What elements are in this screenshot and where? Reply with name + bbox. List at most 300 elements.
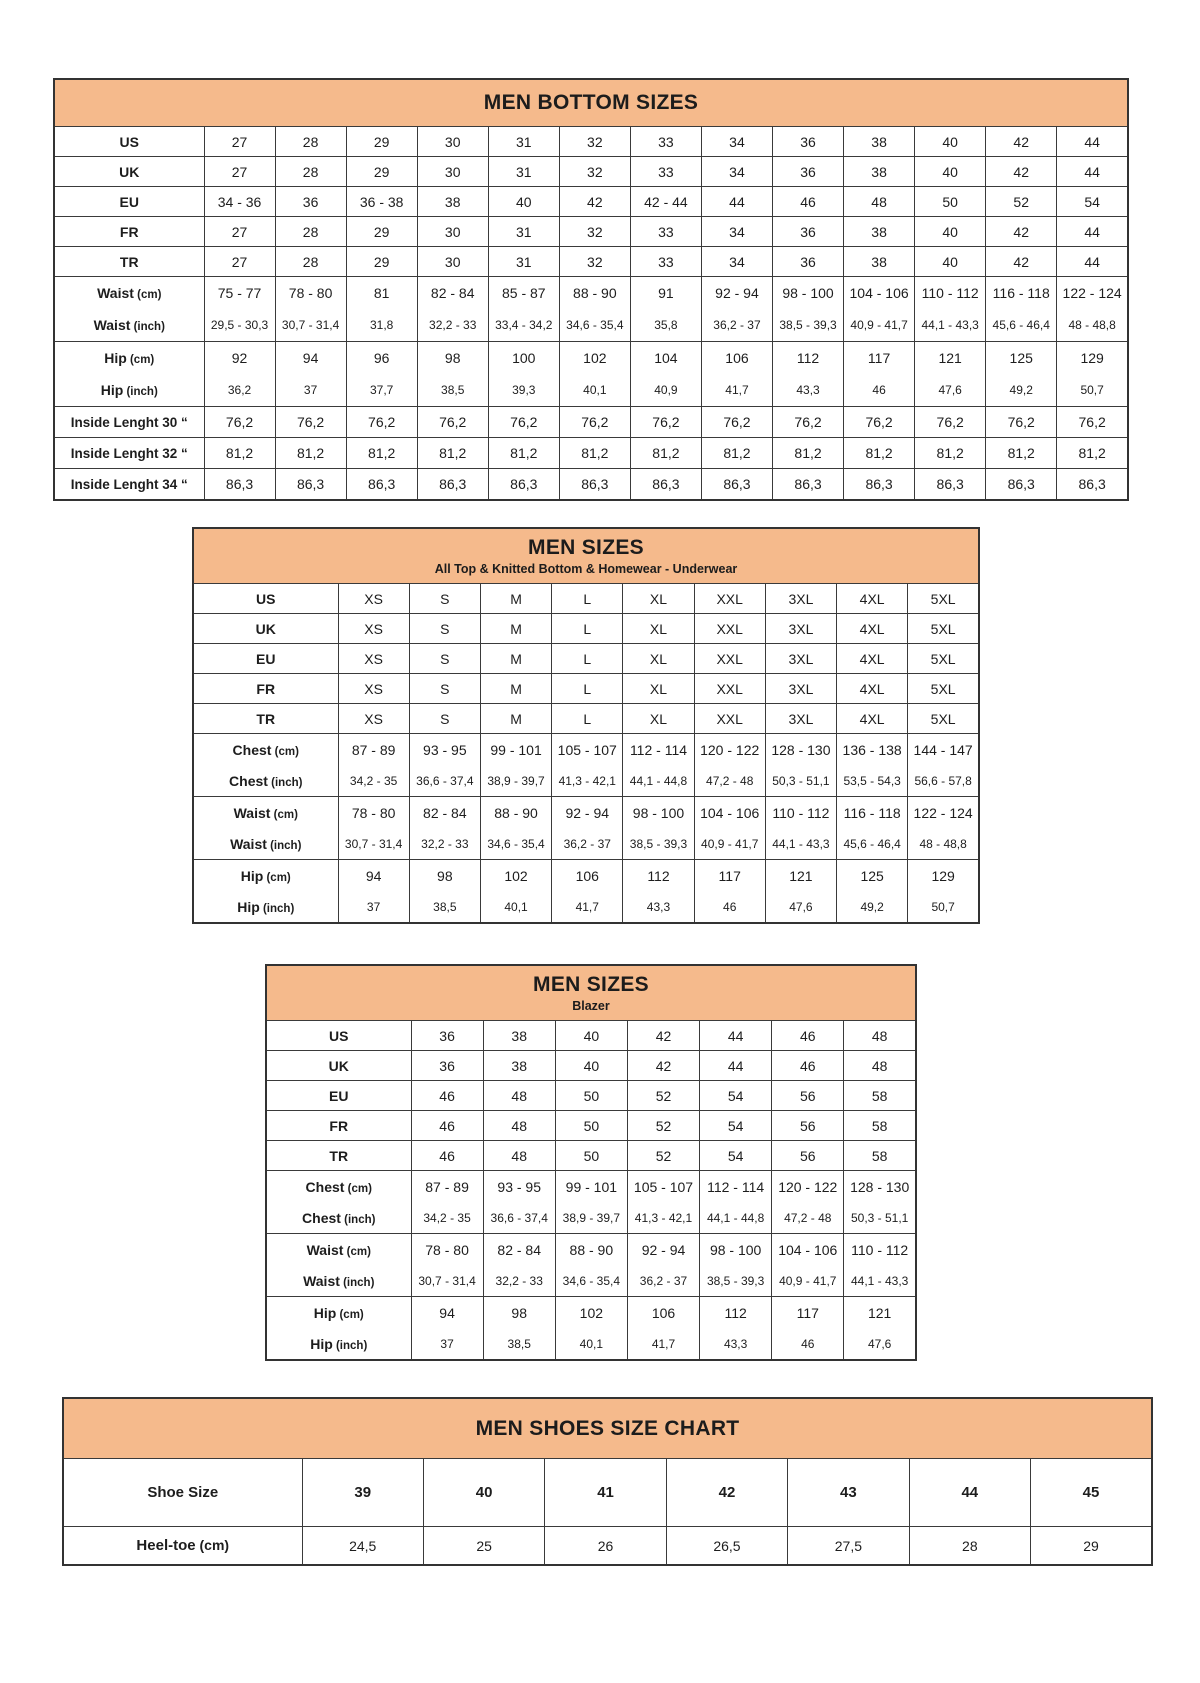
table-cell: 3XL — [765, 644, 836, 674]
table-cell: 42 — [986, 157, 1057, 187]
table-header-band — [63, 1398, 1152, 1459]
row-label-text: Hip — [310, 1335, 333, 1352]
row-label-unit: (cm) — [270, 808, 298, 821]
table-cell: 54 — [700, 1081, 772, 1111]
table-cell: 81,2 — [986, 438, 1057, 469]
table-cell: 117 — [694, 860, 765, 892]
table-cell: XL — [623, 644, 694, 674]
table-cell: 42 — [986, 127, 1057, 157]
table-row — [266, 1081, 916, 1111]
row-label-text: Waist — [306, 1241, 344, 1258]
table-row-group — [54, 277, 1128, 342]
table-cell: 31 — [488, 247, 559, 277]
table-cell: 78 - 80 — [411, 1234, 483, 1266]
row-label — [266, 1202, 411, 1234]
table-cell: 36 — [411, 1021, 483, 1051]
table-cell: 54 — [700, 1141, 772, 1171]
row-label — [266, 1328, 411, 1360]
table-cell: XL — [623, 614, 694, 644]
table-cell: 81,2 — [488, 438, 559, 469]
table-cell: 39,3 — [488, 374, 559, 407]
table-cell: XXL — [694, 674, 765, 704]
row-label — [54, 309, 204, 342]
table-cell: 44 — [1057, 217, 1128, 247]
table-row-group — [266, 1111, 916, 1141]
table-row-group — [266, 1081, 916, 1111]
table-cell: 40,1 — [480, 891, 551, 923]
table-row-group — [266, 1051, 916, 1081]
table-cell: 121 — [765, 860, 836, 892]
table-cell: 34,2 - 35 — [411, 1202, 483, 1234]
table-cell: 112 - 114 — [700, 1171, 772, 1203]
table-cell: 4XL — [837, 704, 908, 734]
table-cell: 44 — [909, 1459, 1030, 1527]
table-cell: S — [409, 644, 480, 674]
table-cell: 30 — [417, 127, 488, 157]
table-cell: 41,7 — [552, 891, 623, 923]
table-row — [266, 1111, 916, 1141]
table-cell: 36 — [773, 127, 844, 157]
table-cell: 26 — [545, 1527, 666, 1566]
table-cell: 4XL — [837, 644, 908, 674]
table-cell: 99 - 101 — [555, 1171, 627, 1203]
table-cell: 43,3 — [623, 891, 694, 923]
table-cell: 40 — [488, 187, 559, 217]
table-cell: 106 — [627, 1297, 699, 1329]
table-cell: 44,1 - 43,3 — [915, 309, 986, 342]
table-cell: 36 — [773, 217, 844, 247]
table-cell: 34,2 - 35 — [338, 765, 409, 797]
table-cell: 43,3 — [700, 1328, 772, 1360]
table-cell: 34,6 - 35,4 — [480, 828, 551, 860]
table-cell: 53,5 - 54,3 — [837, 765, 908, 797]
table-cell: 50,7 — [1057, 374, 1128, 407]
table-cell: 42 — [666, 1459, 787, 1527]
table-cell: 34 — [701, 247, 772, 277]
table-cell: 93 - 95 — [483, 1171, 555, 1203]
table-row-group — [193, 644, 979, 674]
table-cell: M — [480, 614, 551, 644]
table-cell: 48 - 48,8 — [908, 828, 979, 860]
table-row — [266, 1141, 916, 1171]
row-label — [193, 704, 338, 734]
row-label — [63, 1527, 302, 1566]
row-label-text: FR — [119, 223, 139, 240]
table-cell: 56 — [772, 1081, 844, 1111]
table-cell: 82 - 84 — [409, 797, 480, 829]
table-cell: 37 — [275, 374, 346, 407]
table-cell: 98 - 100 — [773, 277, 844, 310]
row-label — [266, 1297, 411, 1329]
table-row — [193, 614, 979, 644]
table-cell: 110 - 112 — [765, 797, 836, 829]
table-cell: 5XL — [908, 644, 979, 674]
table-cell: 48 — [844, 1051, 916, 1081]
table-row — [193, 765, 979, 797]
table-cell: 38 — [844, 247, 915, 277]
table-cell: 4XL — [837, 614, 908, 644]
row-label — [193, 860, 338, 892]
table-cell: 99 - 101 — [480, 734, 551, 766]
table-cell: 54 — [700, 1111, 772, 1141]
table-cell: 41,3 - 42,1 — [627, 1202, 699, 1234]
row-label-text: Chest — [232, 741, 272, 758]
table-cell: 50 — [555, 1081, 627, 1111]
table-cell: XS — [338, 614, 409, 644]
table-cell: 36 — [411, 1051, 483, 1081]
row-label — [266, 1141, 411, 1171]
row-label — [266, 1081, 411, 1111]
row-label — [193, 614, 338, 644]
table-title: MEN SHOES SIZE CHART — [475, 1416, 740, 1440]
table-cell: 75 - 77 — [204, 277, 275, 310]
table-row — [193, 860, 979, 892]
table-cell: 50 — [555, 1141, 627, 1171]
table-cell: 34 — [701, 157, 772, 187]
table-cell: 106 — [552, 860, 623, 892]
row-label — [266, 1021, 411, 1051]
table-cell: 54 — [1057, 187, 1128, 217]
table-cell: 129 — [908, 860, 979, 892]
table-cell: 38,5 - 39,3 — [623, 828, 694, 860]
table-cell: 32,2 - 33 — [483, 1265, 555, 1297]
table-cell: 94 — [338, 860, 409, 892]
table-cell: 40,9 — [630, 374, 701, 407]
table-cell: 30 — [417, 157, 488, 187]
table-cell: 41 — [545, 1459, 666, 1527]
table-cell: 48 — [483, 1081, 555, 1111]
men-bottom-sizes-table — [53, 78, 1129, 501]
table-cell: 38 — [844, 217, 915, 247]
table-cell: 29,5 - 30,3 — [204, 309, 275, 342]
table-row — [54, 157, 1128, 187]
row-label-unit: (inch) — [130, 321, 165, 333]
row-label-text: Waist — [233, 804, 271, 821]
table-cell: 41,3 - 42,1 — [552, 765, 623, 797]
table-row-group — [266, 1171, 916, 1234]
table-row-group — [193, 734, 979, 797]
table-row-group — [193, 860, 979, 924]
row-label — [54, 407, 204, 438]
row-label — [193, 891, 338, 923]
row-label-unit: (cm) — [133, 289, 162, 301]
table-cell: 112 — [700, 1297, 772, 1329]
table-cell: 76,2 — [417, 407, 488, 438]
row-label-unit: (inch) — [266, 839, 302, 852]
table-title-cell — [266, 965, 916, 1021]
table-cell: 36 — [275, 187, 346, 217]
table-row-group — [63, 1459, 1152, 1527]
table-cell: 136 - 138 — [837, 734, 908, 766]
table-cell: 32,2 - 33 — [409, 828, 480, 860]
table-cell: 98 — [417, 342, 488, 375]
table-cell: 25 — [423, 1527, 544, 1566]
row-label-text: TR — [256, 710, 276, 727]
table-cell: 38,5 — [409, 891, 480, 923]
row-label — [54, 217, 204, 247]
table-cell: 48 — [844, 1021, 916, 1051]
table-cell: 5XL — [908, 674, 979, 704]
table-row-group — [193, 674, 979, 704]
table-cell: 48 - 48,8 — [1057, 309, 1128, 342]
table-cell: 76,2 — [1057, 407, 1128, 438]
table-title-row — [63, 1398, 1152, 1459]
table-cell: 40,1 — [559, 374, 630, 407]
row-label-text: Chest — [229, 772, 268, 789]
table-cell: XL — [623, 704, 694, 734]
table-cell: 38,9 - 39,7 — [555, 1202, 627, 1234]
row-label — [54, 247, 204, 277]
row-label-text: EU — [119, 193, 139, 210]
table-row-group — [63, 1527, 1152, 1566]
table-cell: 41,7 — [627, 1328, 699, 1360]
table-cell: 26,5 — [666, 1527, 787, 1566]
row-label-text: EU — [256, 650, 276, 667]
table-cell: 38 — [844, 157, 915, 187]
row-label-unit: (inch) — [340, 1213, 376, 1226]
table-cell: 86,3 — [488, 469, 559, 501]
row-label-text: Hip — [313, 1304, 337, 1321]
table-cell: 56 — [772, 1111, 844, 1141]
table-cell: 85 - 87 — [488, 277, 559, 310]
table-cell: L — [552, 584, 623, 614]
row-label-unit: (cm) — [336, 1308, 364, 1321]
table-cell: 81,2 — [204, 438, 275, 469]
table-cell: 78 - 80 — [275, 277, 346, 310]
table-cell: 92 - 94 — [552, 797, 623, 829]
table-row — [266, 1328, 916, 1360]
table-cell: 40 — [555, 1021, 627, 1051]
table-cell: 42 - 44 — [630, 187, 701, 217]
table-cell: 129 — [1057, 342, 1128, 375]
table-cell: 37,7 — [346, 374, 417, 407]
table-cell: 121 — [915, 342, 986, 375]
table-cell: 81,2 — [844, 438, 915, 469]
table-cell: 94 — [411, 1297, 483, 1329]
table-row-group — [193, 584, 979, 614]
table-title: MEN BOTTOM SIZES — [483, 91, 699, 114]
table-cell: 46 — [844, 374, 915, 407]
table-row — [266, 1051, 916, 1081]
table-cell: L — [552, 674, 623, 704]
table-cell: 36 — [773, 157, 844, 187]
table-cell: 38,9 - 39,7 — [480, 765, 551, 797]
table-cell: 40 — [555, 1051, 627, 1081]
row-label-text: UK — [119, 163, 140, 180]
row-label-text: TR — [119, 253, 139, 270]
table-row — [54, 374, 1128, 407]
table-cell: 42 — [986, 247, 1057, 277]
table-cell: 117 — [772, 1297, 844, 1329]
table-cell: 76,2 — [204, 407, 275, 438]
table-cell: 47,6 — [765, 891, 836, 923]
table-cell: 91 — [630, 277, 701, 310]
table-cell: 76,2 — [844, 407, 915, 438]
table-cell: 42 — [986, 217, 1057, 247]
table-cell: 50,3 - 51,1 — [844, 1202, 916, 1234]
row-label — [54, 157, 204, 187]
table-row — [193, 704, 979, 734]
table-cell: 56 — [772, 1141, 844, 1171]
table-cell: 29 — [346, 217, 417, 247]
table-cell: 81,2 — [346, 438, 417, 469]
table-row — [54, 469, 1128, 501]
table-cell: 3XL — [765, 614, 836, 644]
table-cell: 102 — [480, 860, 551, 892]
table-cell: 30 — [417, 217, 488, 247]
row-label-text: Inside Lenght 34 “ — [70, 477, 188, 492]
row-label-unit: (cm) — [263, 871, 291, 884]
table-cell: 44 — [1057, 157, 1128, 187]
table-row-group — [193, 704, 979, 734]
table-row — [54, 438, 1128, 469]
table-cell: 27,5 — [788, 1527, 909, 1566]
table-row — [54, 187, 1128, 217]
table-cell: 104 — [630, 342, 701, 375]
table-cell: 39 — [302, 1459, 423, 1527]
table-cell: 28 — [275, 217, 346, 247]
table-cell: 40 — [423, 1459, 544, 1527]
row-label — [54, 374, 204, 407]
table-cell: 24,5 — [302, 1527, 423, 1566]
table-cell: 34 - 36 — [204, 187, 275, 217]
table-cell: 52 — [627, 1111, 699, 1141]
table-cell: 87 - 89 — [411, 1171, 483, 1203]
table-cell: 49,2 — [986, 374, 1057, 407]
row-label — [193, 644, 338, 674]
table-cell: 88 - 90 — [559, 277, 630, 310]
row-label — [266, 1234, 411, 1266]
table-row — [54, 407, 1128, 438]
table-row-group — [193, 614, 979, 644]
row-label-unit: (inch) — [259, 902, 295, 915]
table-cell: 88 - 90 — [480, 797, 551, 829]
table-cell: 76,2 — [346, 407, 417, 438]
table-cell: 94 — [275, 342, 346, 375]
table-cell: 76,2 — [275, 407, 346, 438]
table-cell: 86,3 — [559, 469, 630, 501]
table-cell: 50 — [555, 1111, 627, 1141]
table-cell: 33 — [630, 157, 701, 187]
table-cell: 81,2 — [630, 438, 701, 469]
row-label — [54, 342, 204, 375]
table-subtitle: All Top & Knitted Bottom & Homewear - Underwear — [434, 562, 738, 576]
table-cell: 122 - 124 — [908, 797, 979, 829]
table-cell: 52 — [986, 187, 1057, 217]
row-label-text: Waist — [97, 285, 134, 301]
table-cell: 33 — [630, 247, 701, 277]
table-cell: 50 — [915, 187, 986, 217]
table-title-row — [54, 79, 1128, 127]
table-cell: 105 - 107 — [552, 734, 623, 766]
table-cell: 110 - 112 — [915, 277, 986, 310]
row-label — [193, 765, 338, 797]
row-label-unit: (inch) — [123, 386, 158, 398]
row-label — [266, 1111, 411, 1141]
table-row — [193, 674, 979, 704]
table-cell: 86,3 — [417, 469, 488, 501]
table-title-row — [266, 965, 916, 1021]
table-cell: 42 — [627, 1051, 699, 1081]
table-cell: 38 — [483, 1021, 555, 1051]
size-chart-page — [0, 78, 1200, 1683]
table-cell: 48 — [844, 187, 915, 217]
table-cell: 47,2 - 48 — [694, 765, 765, 797]
table-cell: 38,5 - 39,3 — [700, 1265, 772, 1297]
table-cell: 120 - 122 — [694, 734, 765, 766]
table-cell: 40,9 - 41,7 — [694, 828, 765, 860]
table-cell: 44 — [700, 1021, 772, 1051]
table-cell: 30,7 - 31,4 — [275, 309, 346, 342]
table-cell: 33,4 - 34,2 — [488, 309, 559, 342]
table-cell: 43,3 — [773, 374, 844, 407]
table-cell: 4XL — [837, 674, 908, 704]
table-cell: 32,2 - 33 — [417, 309, 488, 342]
table-cell: 44,1 - 43,3 — [765, 828, 836, 860]
row-label-text: UK — [328, 1057, 349, 1074]
table-cell: 86,3 — [986, 469, 1057, 501]
table-cell: 46 — [411, 1141, 483, 1171]
table-cell: 38 — [844, 127, 915, 157]
table-cell: 36,2 - 37 — [701, 309, 772, 342]
table-row — [266, 1021, 916, 1051]
table-cell: 36 — [773, 247, 844, 277]
table-cell: 29 — [346, 127, 417, 157]
table-cell: 36,2 - 37 — [627, 1265, 699, 1297]
table-cell: L — [552, 644, 623, 674]
table-row-group — [266, 1234, 916, 1297]
row-label-unit: (inch) — [332, 1339, 368, 1352]
table-cell: 93 - 95 — [409, 734, 480, 766]
table-cell: 105 - 107 — [627, 1171, 699, 1203]
table-cell: S — [409, 584, 480, 614]
table-cell: 45 — [1031, 1459, 1152, 1527]
table-cell: XS — [338, 674, 409, 704]
row-label-text: Chest — [302, 1209, 341, 1226]
table-cell: 120 - 122 — [772, 1171, 844, 1203]
table-cell: 104 - 106 — [844, 277, 915, 310]
table-cell: 116 - 118 — [986, 277, 1057, 310]
table-cell: 36 - 38 — [346, 187, 417, 217]
row-label — [193, 674, 338, 704]
table-cell: 58 — [844, 1141, 916, 1171]
row-label-text: FR — [329, 1117, 349, 1134]
men-sizes-top-table — [192, 527, 980, 924]
row-label-text: UK — [255, 620, 276, 637]
table-cell: 45,6 - 46,4 — [837, 828, 908, 860]
table-cell: 112 — [773, 342, 844, 375]
row-label — [54, 187, 204, 217]
table-cell: 98 - 100 — [700, 1234, 772, 1266]
table-row-group — [54, 407, 1128, 438]
table-row — [266, 1234, 916, 1266]
table-row — [193, 797, 979, 829]
table-cell: L — [552, 614, 623, 644]
table-row — [54, 309, 1128, 342]
table-cell: 98 - 100 — [623, 797, 694, 829]
table-cell: 46 — [772, 1021, 844, 1051]
row-label — [266, 1171, 411, 1203]
table-cell: 125 — [986, 342, 1057, 375]
table-cell: 40 — [915, 157, 986, 187]
table-header-band — [266, 965, 916, 1021]
table-cell: XXL — [694, 614, 765, 644]
table-title-cell — [54, 79, 1128, 127]
row-label-text: Heel-toe — [136, 1537, 196, 1554]
table-cell: 35,8 — [630, 309, 701, 342]
table-cell: 76,2 — [773, 407, 844, 438]
table-cell: 116 - 118 — [837, 797, 908, 829]
